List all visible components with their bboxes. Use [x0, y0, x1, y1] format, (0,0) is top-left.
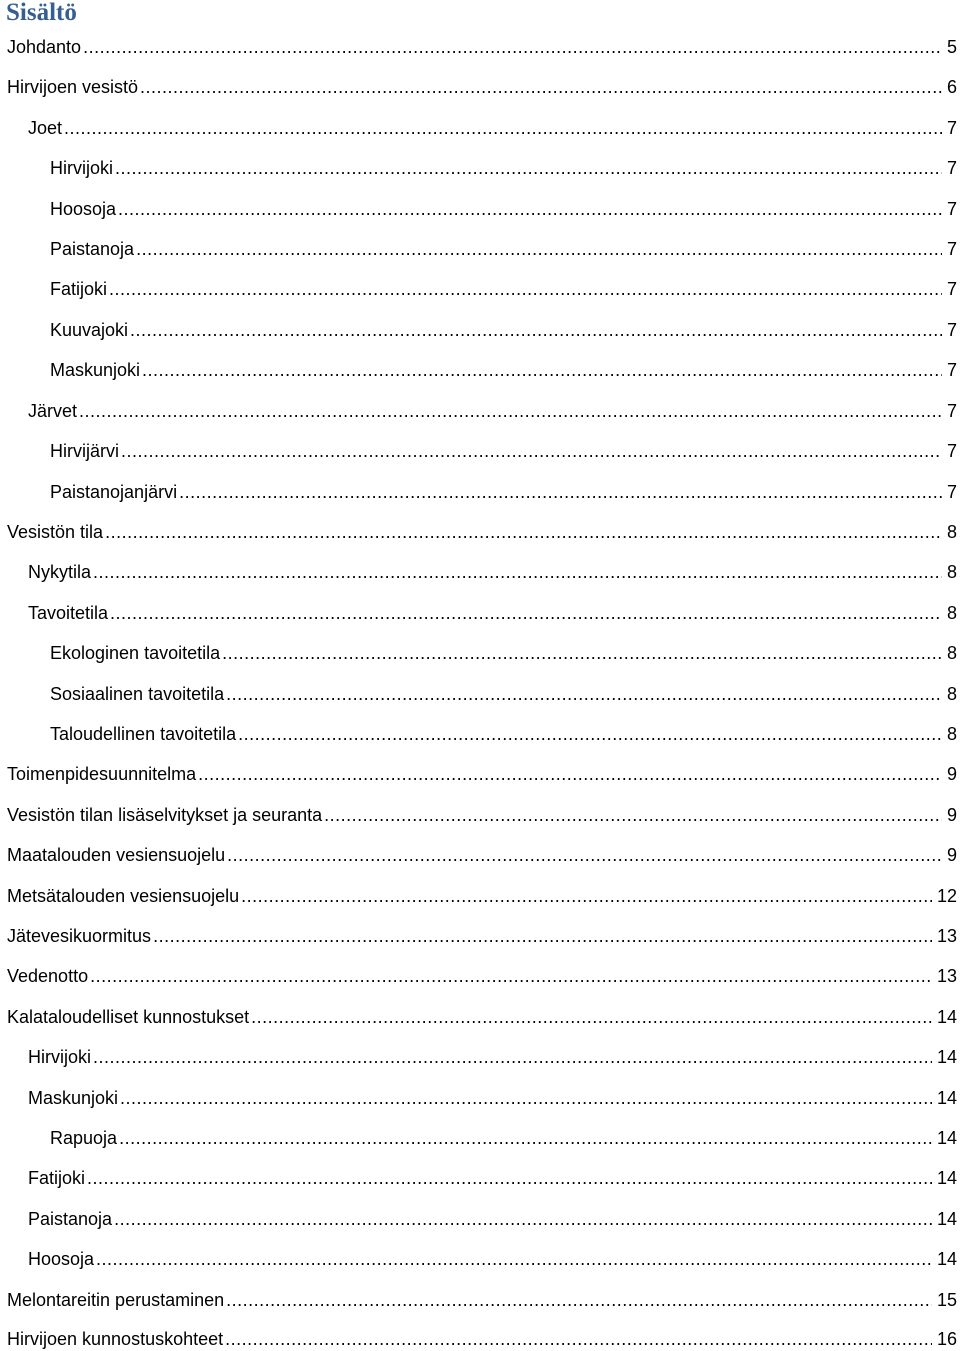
toc-entry-label: Melontareitin perustaminen — [7, 1290, 225, 1310]
toc-page-number: 14 — [936, 1088, 957, 1108]
toc-entry-hoosoja[interactable] — [50, 197, 957, 221]
toc-entry-taloudellinen-tavoitetila[interactable] — [50, 722, 957, 746]
toc-entry-ekologinen-tavoitetila[interactable] — [50, 641, 957, 665]
toc-entry-nykytila[interactable] — [28, 560, 957, 584]
toc-entry-kunnostus-paistanoja[interactable] — [28, 1207, 957, 1231]
toc-page-number: 14 — [936, 1128, 957, 1148]
dot-leader — [109, 277, 942, 301]
dot-leader — [118, 197, 942, 221]
toc-page-number: 8 — [946, 603, 957, 623]
toc-entry-paistanojanjarvi[interactable] — [50, 480, 957, 504]
toc-entry-kunnostus-hirvijoki[interactable] — [28, 1045, 957, 1069]
toc-page-number: 12 — [936, 886, 957, 906]
dot-leader — [136, 237, 942, 261]
toc-entry-label: Kuuvajoki — [50, 320, 129, 340]
toc-entry-label: Paistanojanjärvi — [50, 482, 178, 502]
toc-page-number: 9 — [946, 805, 957, 825]
toc-entry-label: Hoosoja — [50, 199, 117, 219]
dot-leader — [222, 641, 942, 665]
toc-entry-kunnostus-hoosoja[interactable] — [28, 1247, 957, 1271]
toc-entry-label: Hirvijoen vesistö — [7, 77, 139, 97]
dot-leader — [115, 156, 942, 180]
toc-entry-lisaselvitykset-ja-seuranta[interactable] — [7, 803, 957, 827]
toc-entry-vesiston-tila[interactable] — [7, 520, 957, 544]
toc-entry-label: Taloudellinen tavoitetila — [50, 724, 237, 744]
toc-entry-label: Hirvijoki — [50, 158, 113, 178]
toc-entry-label: Kalataloudelliset kunnostukset — [7, 1007, 250, 1027]
toc-page-number: 9 — [946, 764, 957, 784]
toc-entry-label: Hirvijoki — [28, 1047, 91, 1067]
toc-entry-kunnostus-maskunjoki[interactable] — [28, 1086, 957, 1110]
dot-leader — [251, 1005, 932, 1029]
dot-leader — [90, 964, 932, 988]
dot-leader — [179, 480, 942, 504]
dot-leader — [241, 884, 932, 908]
toc-entry-kuuvajoki[interactable] — [50, 318, 957, 342]
dot-leader — [140, 75, 942, 99]
dot-leader — [226, 682, 942, 706]
toc-entry-label: Sosiaalinen tavoitetila — [50, 684, 225, 704]
toc-entry-label: Metsätalouden vesiensuojelu — [7, 886, 240, 906]
toc-page-number: 14 — [936, 1047, 957, 1067]
toc-entry-label: Hirvijärvi — [50, 441, 119, 461]
dot-leader — [64, 116, 942, 140]
toc-entry-label: Joet — [28, 118, 63, 138]
toc-page-number: 7 — [946, 482, 957, 502]
toc-entry-hirvijarvi[interactable] — [50, 439, 957, 463]
dot-leader — [83, 35, 942, 59]
toc-entry-kunnostus-fatijoki[interactable] — [28, 1166, 957, 1190]
dot-leader — [227, 843, 942, 867]
dot-leader — [226, 1288, 932, 1312]
toc-entry-label: Vedenotto — [7, 966, 89, 986]
toc-page-number: 7 — [946, 360, 957, 380]
dot-leader — [130, 318, 942, 342]
dot-leader — [79, 399, 942, 423]
toc-page-number: 13 — [936, 966, 957, 986]
toc-entry-label: Hoosoja — [28, 1249, 95, 1269]
toc-page-number: 5 — [946, 37, 957, 57]
toc-page-number: 14 — [936, 1007, 957, 1027]
dot-leader — [93, 560, 942, 584]
dot-leader — [114, 1207, 932, 1231]
toc-entry-hirvijoen-vesisto[interactable] — [7, 75, 957, 99]
toc-entry-rapuoja[interactable] — [50, 1126, 957, 1150]
toc-page-number: 8 — [946, 643, 957, 663]
toc-page-number: 9 — [946, 845, 957, 865]
toc-page-number: 7 — [946, 118, 957, 138]
toc-entry-label: Rapuoja — [50, 1128, 118, 1148]
dot-leader — [96, 1247, 932, 1271]
toc-entry-kalataloudelliset-kunnostukset[interactable] — [7, 1005, 957, 1029]
dot-leader — [324, 803, 942, 827]
toc-page-number: 7 — [946, 279, 957, 299]
toc-entry-label: Fatijoki — [28, 1168, 86, 1188]
toc-entry-label: Nykytila — [28, 562, 92, 582]
toc-entry-joet[interactable] — [28, 116, 957, 140]
toc-entry-hirvijoki[interactable] — [50, 156, 957, 180]
toc-page-number: 8 — [946, 684, 957, 704]
toc-entry-label: Vesistön tilan lisäselvitykset ja seuranta — [7, 805, 323, 825]
toc-entry-toimenpidesuunnitelma[interactable] — [7, 762, 957, 786]
toc-entry-maskunjoki[interactable] — [50, 358, 957, 382]
dot-leader — [153, 924, 932, 948]
dot-leader — [87, 1166, 932, 1190]
toc-page-number: 13 — [936, 926, 957, 946]
toc-heading: Sisältö — [6, 0, 77, 26]
toc-page-number: 14 — [936, 1249, 957, 1269]
dot-leader — [225, 1327, 932, 1351]
toc-entry-label: Hirvijoen kunnostuskohteet — [7, 1329, 224, 1349]
toc-entry-tavoitetila[interactable] — [28, 601, 957, 625]
toc-page-number: 7 — [946, 239, 957, 259]
toc-entry-sosiaalinen-tavoitetila[interactable] — [50, 682, 957, 706]
toc-entry-label: Paistanoja — [50, 239, 135, 259]
toc-entry-label: Tavoitetila — [28, 603, 109, 623]
toc-entry-melontareitin-perustaminen[interactable] — [7, 1288, 957, 1312]
toc-entry-label: Maskunjoki — [50, 360, 141, 380]
dot-leader — [110, 601, 942, 625]
toc-entry-jatevesikuormitus[interactable] — [7, 924, 957, 948]
toc-page-number: 8 — [946, 522, 957, 542]
toc-page-number: 7 — [946, 441, 957, 461]
toc-entry-jarvet[interactable] — [28, 399, 957, 423]
toc-entry-johdanto[interactable] — [7, 35, 957, 59]
toc-entry-label: Maskunjoki — [28, 1088, 119, 1108]
toc-page-number: 16 — [936, 1329, 957, 1349]
dot-leader — [142, 358, 942, 382]
toc-entry-paistanoja[interactable] — [50, 237, 957, 261]
toc-entry-label: Ekologinen tavoitetila — [50, 643, 221, 663]
toc-entry-fatijoki[interactable] — [50, 277, 957, 301]
toc-entry-metsatalouden-vesiensuojelu[interactable] — [7, 884, 957, 908]
toc-page-number: 7 — [946, 401, 957, 421]
toc-page-number: 7 — [946, 320, 957, 340]
toc-entry-label: Jätevesikuormitus — [7, 926, 152, 946]
toc-entry-label: Fatijoki — [50, 279, 108, 299]
dot-leader — [93, 1045, 932, 1069]
toc-page-number: 6 — [946, 77, 957, 97]
dot-leader — [119, 1126, 932, 1150]
toc-entry-vedenotto[interactable] — [7, 964, 957, 988]
toc-page-number: 7 — [946, 158, 957, 178]
dot-leader — [121, 439, 942, 463]
toc-entry-hirvijoen-kunnostuskohteet[interactable] — [7, 1327, 957, 1351]
toc-entry-label: Maatalouden vesiensuojelu — [7, 845, 226, 865]
dot-leader — [238, 722, 942, 746]
toc-entry-label: Johdanto — [7, 37, 82, 57]
toc-page-number: 15 — [936, 1290, 957, 1310]
toc-page-number: 8 — [946, 562, 957, 582]
dot-leader — [198, 762, 942, 786]
toc-page-number: 8 — [946, 724, 957, 744]
toc-entry-label: Toimenpidesuunnitelma — [7, 764, 197, 784]
toc-page-number: 14 — [936, 1168, 957, 1188]
toc-page-number: 14 — [936, 1209, 957, 1229]
dot-leader — [105, 520, 942, 544]
toc-entry-label: Vesistön tila — [7, 522, 104, 542]
dot-leader — [120, 1086, 932, 1110]
toc-page-number: 7 — [946, 199, 957, 219]
toc-entry-label: Järvet — [28, 401, 78, 421]
toc-entry-maatalouden-vesiensuojelu[interactable] — [7, 843, 957, 867]
toc-entry-label: Paistanoja — [28, 1209, 113, 1229]
